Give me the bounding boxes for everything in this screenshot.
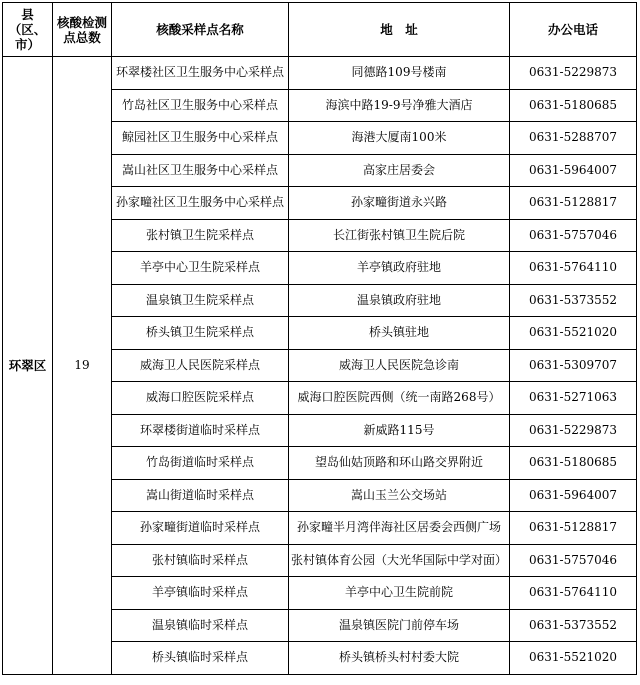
site-name-cell: 桥头镇临时采样点 [112,642,289,675]
site-name-cell: 温泉镇卫生院采样点 [112,284,289,317]
table-row [3,57,637,90]
phone-cell: 0631-5964007 [510,154,637,187]
address-cell: 羊亭中心卫生院前院 [289,577,510,610]
phone-cell: 0631-5964007 [510,479,637,512]
phone-cell: 0631-5764110 [510,252,637,285]
site-name-cell: 羊亭镇临时采样点 [112,577,289,610]
site-name-cell: 孙家疃社区卫生服务中心采样点 [112,187,289,220]
phone-cell: 0631-5373552 [510,284,637,317]
phone-cell: 0631-5373552 [510,609,637,642]
site-name-cell: 温泉镇临时采样点 [112,609,289,642]
phone-cell: 0631-5229873 [510,57,637,90]
phone-cell: 0631-5757046 [510,544,637,577]
address-cell: 温泉镇医院门前停车场 [289,609,510,642]
site-name-cell: 嵩山街道临时采样点 [112,479,289,512]
address-cell: 孙家疃街道永兴路 [289,187,510,220]
phone-cell: 0631-5128817 [510,512,637,545]
phone-cell: 0631-5309707 [510,349,637,382]
site-name-cell: 环翠楼街道临时采样点 [112,414,289,447]
site-name-cell: 环翠楼社区卫生服务中心采样点 [112,57,289,90]
address-cell: 羊亭镇政府驻地 [289,252,510,285]
address-cell: 海滨中路19-9号净雅大酒店 [289,89,510,122]
address-cell: 张村镇体育公园（大光华国际中学对面） [289,544,510,577]
site-name-cell: 桥头镇卫生院采样点 [112,317,289,350]
header-phone: 办公电话 [510,3,637,57]
address-cell: 高家庄居委会 [289,154,510,187]
site-name-cell: 威海口腔医院采样点 [112,382,289,415]
phone-cell: 0631-5757046 [510,219,637,252]
sampling-sites-table [2,2,637,675]
address-cell: 同德路109号楼南 [289,57,510,90]
site-name-cell: 张村镇卫生院采样点 [112,219,289,252]
address-cell: 温泉镇政府驻地 [289,284,510,317]
address-cell: 桥头镇桥头村村委大院 [289,642,510,675]
header-row [3,3,637,57]
address-cell: 威海口腔医院西侧（统一南路268号） [289,382,510,415]
site-name-cell: 竹岛社区卫生服务中心采样点 [112,89,289,122]
total-count-cell: 19 [53,57,112,675]
phone-cell: 0631-5521020 [510,642,637,675]
header-address: 地 址 [289,3,510,57]
address-cell: 望岛仙姑顶路和环山路交界附近 [289,447,510,480]
address-cell: 威海卫人民医院急诊南 [289,349,510,382]
phone-cell: 0631-5764110 [510,577,637,610]
site-name-cell: 鲸园社区卫生服务中心采样点 [112,122,289,155]
site-name-cell: 嵩山社区卫生服务中心采样点 [112,154,289,187]
address-cell: 海港大厦南100米 [289,122,510,155]
header-site-name: 核酸采样点名称 [112,3,289,57]
phone-cell: 0631-5180685 [510,447,637,480]
address-cell: 长江街张村镇卫生院后院 [289,219,510,252]
site-name-cell: 竹岛街道临时采样点 [112,447,289,480]
address-cell: 桥头镇驻地 [289,317,510,350]
phone-cell: 0631-5180685 [510,89,637,122]
site-name-cell: 孙家疃街道临时采样点 [112,512,289,545]
address-cell: 孙家疃半月湾伴海社区居委会西侧广场 [289,512,510,545]
county-cell: 环翠区 [3,57,53,675]
address-cell: 嵩山玉兰公交场站 [289,479,510,512]
phone-cell: 0631-5521020 [510,317,637,350]
site-name-cell: 张村镇临时采样点 [112,544,289,577]
phone-cell: 0631-5128817 [510,187,637,220]
site-name-cell: 威海卫人民医院采样点 [112,349,289,382]
address-cell: 新威路115号 [289,414,510,447]
table-body [3,57,637,675]
header-county: 县（区、市） [3,3,53,57]
header-total: 核酸检测点总数 [53,3,112,57]
site-name-cell: 羊亭中心卫生院采样点 [112,252,289,285]
phone-cell: 0631-5229873 [510,414,637,447]
phone-cell: 0631-5271063 [510,382,637,415]
phone-cell: 0631-5288707 [510,122,637,155]
